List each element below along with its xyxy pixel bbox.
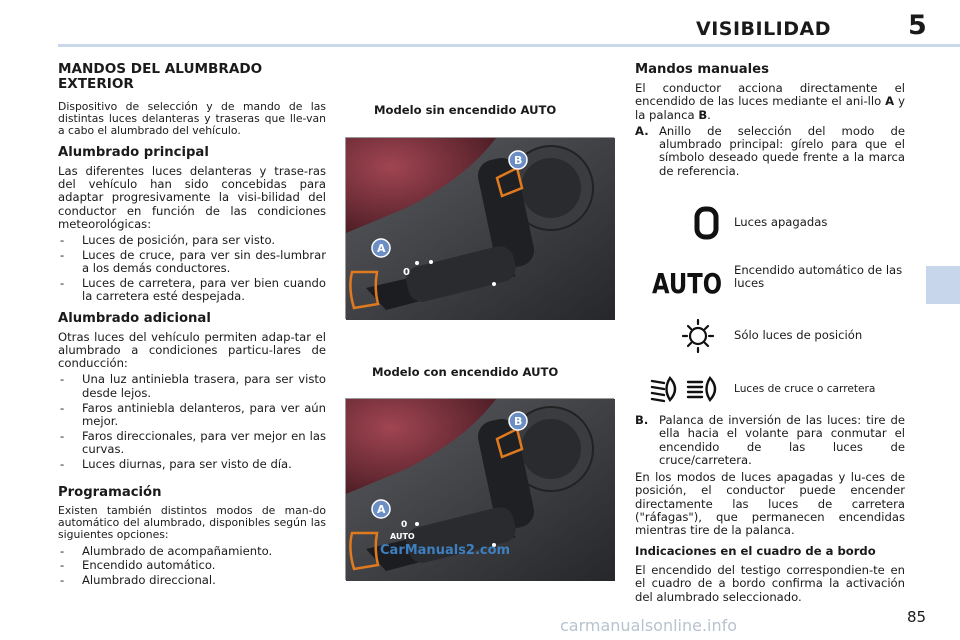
indicaciones-text: El encendido del testigo correspondien-te en el cuadro de a bordo confirma la activación del alumbrado seleccionado. (635, 562, 905, 604)
zero-symbol-icon (650, 206, 724, 240)
list-item: - Luces diurnas, para ser visto de día. (58, 458, 326, 471)
svg-text:AUTO: AUTO (390, 532, 415, 541)
heading-alumbrado-principal: Alumbrado principal (58, 144, 209, 160)
label-a-badge (372, 500, 390, 518)
item-a-text: Anillo de selección del modo de alumbrado principal: gírelo para que el símbolo deseado quede frente a la marca de referencia. (659, 123, 905, 178)
legend-label-dipped-main: Luces de cruce o carretera (734, 383, 876, 395)
item-a (635, 125, 905, 178)
heading-programacion: Programación (58, 485, 162, 501)
list-item: - Faros antiniebla delanteros, para ver aún mejor. (58, 402, 326, 429)
list-item: - Luces de posición, para ser visto. (58, 234, 326, 247)
svg-text:A: A (377, 242, 386, 255)
legend-label-position: Sólo luces de posición (734, 328, 863, 342)
programacion-text: Existen también distintos modos de man-do automático del alumbrado, disponibles según las siguientes opciones: (58, 504, 326, 542)
position-lights-icon (650, 318, 724, 352)
label-b-badge (509, 412, 527, 430)
stalk-zero-symbol (401, 520, 407, 530)
list-item: - Alumbrado de acompañamiento. (58, 545, 326, 558)
legend-label-auto: Encendido automático de las luces (734, 263, 903, 291)
page-title: VISIBILIDAD (696, 18, 832, 40)
legend-label-off: Luces apagadas (734, 215, 828, 229)
auto-symbol-icon (650, 264, 724, 298)
list-item: - Luces de cruce, para ver sin des-lumbrar a los demás conductores. (58, 249, 326, 276)
label-b-badge (509, 151, 527, 169)
list-item: - Alumbrado direccional. (58, 574, 326, 587)
header-rule (58, 44, 960, 47)
stalk-photo-without-auto (345, 137, 614, 319)
list-item: - Encendido automático. (58, 559, 326, 572)
page-number: 85 (907, 608, 927, 626)
item-b (635, 414, 905, 467)
item-b-text: Palanca de inversión de las luces: tire de ella hacia el volante para conmutar el encendido de las luces de cruce/carretera. (659, 413, 905, 467)
section-title: MANDOS DEL ALUMBRADO EXTERIOR (58, 61, 263, 92)
item-b-key: B. (635, 413, 649, 427)
stalk-auto-symbol (390, 532, 415, 541)
section-intro: Dispositivo de selección y de mando de las distintas luces delanteras y traseras que lle-van a cabo el alumbrado del vehículo. (58, 100, 326, 138)
svg-text:B: B (514, 154, 523, 167)
left-column (58, 62, 326, 591)
label-a-badge (372, 239, 390, 257)
principal-list (58, 234, 326, 303)
caption-modelo-sin-auto: Modelo sin encendido AUTO (374, 103, 557, 117)
right-column-lower (635, 414, 905, 607)
watermark: CarManuals2.com (380, 543, 511, 558)
item-a-key: A. (635, 123, 649, 138)
svg-text:0: 0 (403, 267, 410, 278)
heading-alumbrado-adicional: Alumbrado adicional (58, 310, 211, 326)
chapter-side-tab (926, 266, 960, 304)
svg-text:A: A (377, 503, 386, 516)
dipped-main-beam-icon (650, 372, 724, 406)
list-item: - Luces de carretera, para ver bien cuando la carretera esté despejada. (58, 277, 326, 304)
svg-text:AUTO: AUTO (652, 267, 722, 300)
stalk-zero-symbol (403, 267, 410, 278)
chapter-number: 5 (908, 10, 927, 41)
adicional-text: Otras luces del vehículo permiten adap-tar el alumbrado a condiciones particu-lares de conducción: (58, 329, 326, 371)
ráfagas-paragraph: En los modos de luces apagadas y lu-ces de posición, el conductor puede encender directamente las luces de carretera ("ráfagas"), que permanecen encendidas mientras tire de la palanca. (635, 470, 905, 538)
list-item: - Faros direccionales, para ver mejor en las curvas. (58, 430, 326, 457)
programacion-list (58, 545, 326, 588)
principal-text: Las diferentes luces delanteras y trase-ras del vehículo han sido concebidas para adaptar progresivamente la visi-bilidad del conductor en función de las condiciones meteorológicas: (58, 163, 326, 231)
list-item: - Una luz antiniebla trasera, para ser visto desde lejos. (58, 373, 326, 400)
heading-indicaciones: Indicaciones en el cuadro de a bordo (635, 543, 876, 558)
heading-mandos-manuales: Mandos manuales (635, 62, 769, 77)
manual-intro: El conductor acciona directamente el encendido de las luces mediante el ani-llo A y la palanca B. (635, 81, 906, 122)
adicional-list (58, 373, 326, 471)
right-column (635, 62, 905, 182)
caption-modelo-con-auto: Modelo con encendido AUTO (372, 365, 559, 379)
svg-text:B: B (514, 415, 523, 428)
svg-text:0: 0 (401, 520, 408, 530)
footer-site-watermark: carmanualsonline.info (560, 616, 738, 635)
